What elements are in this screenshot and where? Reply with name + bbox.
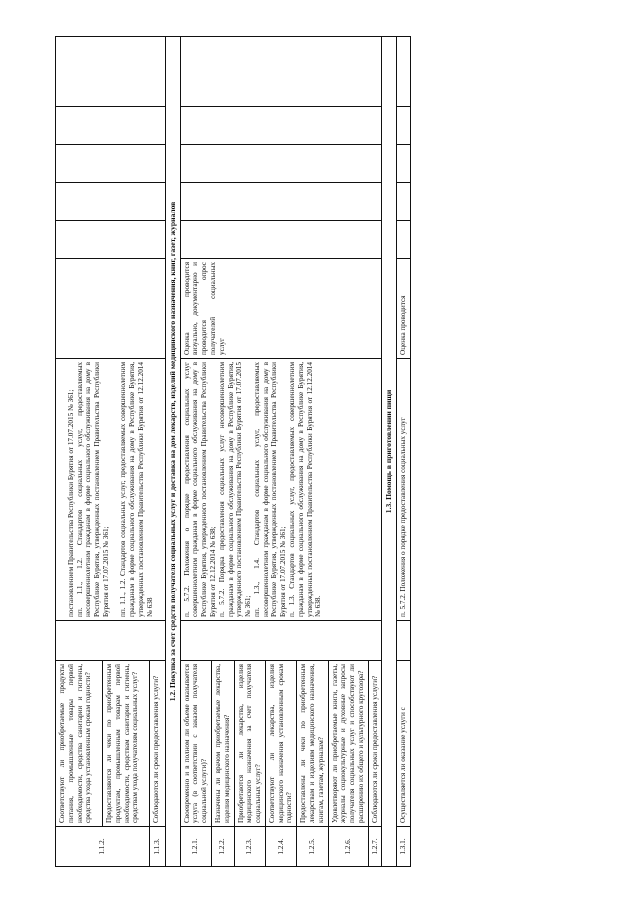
empty-cell xyxy=(180,221,382,259)
legal-basis-cell: п. 5.7.2. Положения о порядке предоставления социальных услуг совершеннолетним гражданам в форме социального обслуживания на дому в Республике Бурятия, утвержденного постановлением Правительства Республики Бурятия от 12.12.2014 № 638; п. 5.7.2. Порядка предоставления социальных услуг несовершеннолетним гражданам в форме социального обслуживания на дому в Республике Бурятия, утвержденного постановлением Правительства Республики Бурятия от 17.07.2015 № 361; пп. 1.3., 1.4. Стандартов социальных услуг, предоставляемых несовершеннолетним гражданам в форме социального обслуживания на дому в Республике Бурятия, утвержденных постановлением Правительства Республики Бурятия от 17.07.2015 № 361; п. 1.3. Стандартов социальных услуг, предоставляемых совершеннолетним гражданам в форме социального обслуживания на дому в Республике Бурятия, утвержденных постановлением Правительства Республики Бурятия от 12.12.2014 № 638. xyxy=(180,359,382,621)
question-cell: Соответствуют ли приобретаемые продукты питания, промышленные товары первой необходимости, средства санитарии и гигиены, средства ухода установленным срокам годности? xyxy=(56,661,103,827)
question-cell: Соответствуют ли лекарства, изделия медицинского назначения установленным срокам годности? xyxy=(265,661,296,827)
empty-cell xyxy=(180,183,382,221)
empty-cell xyxy=(396,221,410,259)
empty-cell xyxy=(180,145,382,183)
section-row xyxy=(382,37,396,867)
row-number: 1.3.1. xyxy=(396,827,410,867)
question-cell: Соблюдаются ли сроки предоставления услуги? xyxy=(150,661,166,827)
question-cell: Предоставляются ли чеки по приобретенным продуктам, промышленным товарам первой необходимости, средствам санитарии и гигиены, средствам ухода получателям социальных услуг? xyxy=(103,661,150,827)
empty-cell xyxy=(56,183,166,221)
mark-cell xyxy=(56,621,166,661)
question-cell: Осуществляется ли оказание услуги с xyxy=(396,661,410,827)
empty-cell xyxy=(396,37,410,107)
empty-cell xyxy=(56,145,166,183)
mark-cell xyxy=(396,621,410,661)
question-cell: Назначены ли врачом приобретаемые лекарства, изделия медицинского назначения? xyxy=(211,661,234,827)
legal-basis-cell xyxy=(56,359,166,621)
section-heading: 1.2. Покупка за счет средств получателя социальных услуг и доставка на дом лекарств, изделий медицинского назначения, книг, газет, журналов xyxy=(166,37,180,867)
table-row xyxy=(180,37,211,867)
evaluation-method-cell: Оценка проводится визуально, документарно и проводится опрос получателей социальных услуг xyxy=(180,259,382,359)
empty-cell xyxy=(56,107,166,145)
empty-cell xyxy=(56,37,166,107)
section-row xyxy=(166,37,180,867)
question-cell: Приобретаются ли лекарства, изделия медицинского назначения за счет получателя социальных услуг? xyxy=(234,661,265,827)
table-row xyxy=(396,37,410,867)
row-number: 1.2.6. xyxy=(328,827,368,867)
empty-cell xyxy=(180,107,382,145)
question-cell: Своевременно и в полном ли объеме оказывается услуга (в соответствии с заказом получателя социальной услуги)? xyxy=(180,661,211,827)
question-cell: Соблюдаются ли сроки предоставления услуги? xyxy=(368,661,382,827)
row-number: 1.2.5. xyxy=(297,827,328,867)
table-row xyxy=(56,37,103,867)
empty-cell xyxy=(396,107,410,145)
evaluation-method-cell: Оценка проводится xyxy=(396,259,410,359)
mark-cell xyxy=(180,621,382,661)
inspection-checklist-table xyxy=(55,36,411,867)
row-number: 1.2.4. xyxy=(265,827,296,867)
question-cell: Предоставлены ли чеки по приобретенным лекарствам и изделиям медицинского назначения, книгам, газетам, журналам? xyxy=(297,661,328,827)
rotated-document-page xyxy=(55,37,585,867)
legal-basis-text: пп. 1.1., 1.2. Стандартов социальных услуг, предоставляемых совершеннолетним гражданам в форме социального обслуживания на дому в Республике Бурятия, утвержденных постановлением Правительства Республики Бурятия от 12.12.2014 № 638 xyxy=(119,362,154,617)
empty-cell xyxy=(56,221,166,259)
evaluation-cell xyxy=(56,259,166,359)
empty-cell xyxy=(396,145,410,183)
question-cell: Удовлетворяют ли приобретаемые книги, газеты, журналы социокультурные и духовные запросы получателя социальных услуг и способствуют ли расширению их общего и культурного кругозора? xyxy=(328,661,368,827)
row-number: 1.1.3. xyxy=(150,827,166,867)
row-number: 1.1.2. xyxy=(56,827,150,867)
row-number: 1.2.2. xyxy=(211,827,234,867)
empty-cell xyxy=(396,183,410,221)
row-number: 1.2.1. xyxy=(180,827,211,867)
row-number: 1.2.7. xyxy=(368,827,382,867)
legal-basis-text: постановлением Правительства Республики Бурятия от 17.07.2015 № 361; пп. 1.1., 1.2. Стандартов социальных услуг, предоставляемых несовершеннолетним гражданам в форме социального обслуживания на дому в Республике Бурятия, утвержденных постановлением Правительства Республики Бурятия от 17.07.2015 № 361; xyxy=(66,362,110,617)
legal-basis-cell: п. 5.7.2. Положения о порядке предоставления социальных услуг xyxy=(396,359,410,621)
section-heading: 1.3. Помощь в приготовлении пищи xyxy=(382,37,396,867)
empty-cell xyxy=(180,37,382,107)
row-number: 1.2.3. xyxy=(234,827,265,867)
